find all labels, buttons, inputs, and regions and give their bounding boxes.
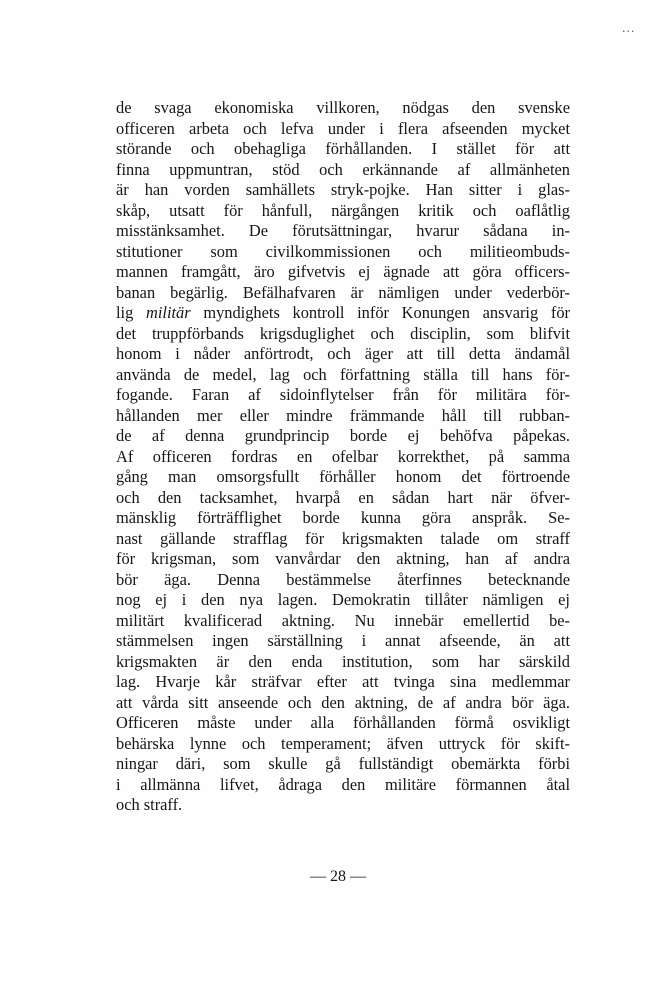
- text-line-27: stämmelsen ingen särställning i annat afseende, än att: [116, 631, 570, 650]
- text-line-1: de svaga ekonomiska villkoren, nödgas den svenske: [116, 98, 570, 117]
- text-line-21: mänsklig förträfflighet borde kunna göra anspråk. Se-: [116, 508, 570, 527]
- body-text: [116, 98, 570, 816]
- text-line-26: militärt kvalificerad aktning. Nu innebär emellertid be-: [116, 610, 570, 630]
- text-line-10: banan begärlig. Befälhafvaren är nämligen under vederbör-: [116, 282, 570, 302]
- text-line-24: bör äga. Denna bestämmelse återfinnes betecknande: [116, 569, 570, 589]
- text-line-2: officeren arbeta och lefva under i flera afseenden mycket: [116, 118, 570, 138]
- text-line-3: störande och obehagliga förhållanden. I stället för att: [116, 139, 570, 158]
- text-line-30: att vårda sitt anseende och den aktning, de af andra bör äga.: [116, 692, 570, 712]
- text-line-6: skåp, utsatt för hånfull, närgången kritik och oaflåtlig: [116, 200, 570, 220]
- corner-mark: ...: [622, 22, 636, 35]
- text-line-32: behärska lynne och temperament; äfven uttryck för skift-: [116, 733, 570, 753]
- page-number: — 28 —: [310, 868, 366, 885]
- text-line-20: och den tacksamhet, hvarpå en sådan hart när öfver-: [116, 487, 570, 507]
- text-line-13: honom i nåder anförtrodt, och äger att till detta ändamål: [116, 344, 570, 363]
- line-11-suffix: myndighets kontroll inför Konungen ansvarig för: [190, 303, 570, 322]
- text-line-9: mannen framgått, äro gifvetvis ej ägnade att göra officers-: [116, 262, 570, 281]
- text-line-last: och straff.: [116, 795, 183, 814]
- text-line-16: hållanden mer eller mindre främmande håll till rubban-: [116, 405, 570, 425]
- text-line-15: fogande. Faran af sidoinflytelser från för militära för-: [116, 385, 570, 404]
- text-line-4: finna uppmuntran, stöd och erkännande af allmänheten: [116, 159, 570, 179]
- text-line-22: nast gällande strafflag för krigsmakten talade om straff: [116, 528, 570, 548]
- text-line-25: nog ej i den nya lagen. Demokratin tillåter nämligen ej: [116, 590, 570, 609]
- italic-word: militär: [146, 303, 191, 322]
- text-line-19: gång man omsorgsfullt förhåller honom det förtroende: [116, 467, 570, 486]
- text-line-33: ningar däri, som skulle gå fullständigt obemärkta förbi: [116, 754, 570, 773]
- line-11-prefix: lig: [116, 303, 146, 322]
- text-line-28: krigsmakten är den enda institution, som har särskild: [116, 651, 570, 671]
- text-line-11: [116, 303, 570, 324]
- text-line-23: för krigsman, som vanvårdar den aktning, han af andra: [116, 549, 570, 568]
- text-line-12: det truppförbands krigsduglighet och disciplin, som blifvit: [116, 323, 570, 343]
- text-line-7: misstänksamhet. De förutsättningar, hvarur sådana in-: [116, 221, 570, 240]
- text-line-8: stitutioner som civilkommissionen och militieombuds-: [116, 241, 570, 261]
- text-line-34: i allmänna lifvet, ådraga den militäre förmannen åtal: [116, 774, 570, 794]
- text-line-31: Officeren måste under alla förhållanden förmå osvikligt: [116, 713, 570, 732]
- text-line-14: använda de medel, lag och författning ställa till hans för-: [116, 364, 570, 384]
- text-line-17: de af denna grundprincip borde ej behöfva påpekas.: [116, 426, 570, 445]
- text-line-5: är han vorden samhällets stryk-pojke. Han sitter i glas-: [116, 180, 570, 199]
- text-line-29: lag. Hvarje kår sträfvar efter att tvinga sina medlemmar: [116, 672, 570, 691]
- text-line-18: Af officeren fordras en ofelbar korrekthet, på samma: [116, 446, 570, 466]
